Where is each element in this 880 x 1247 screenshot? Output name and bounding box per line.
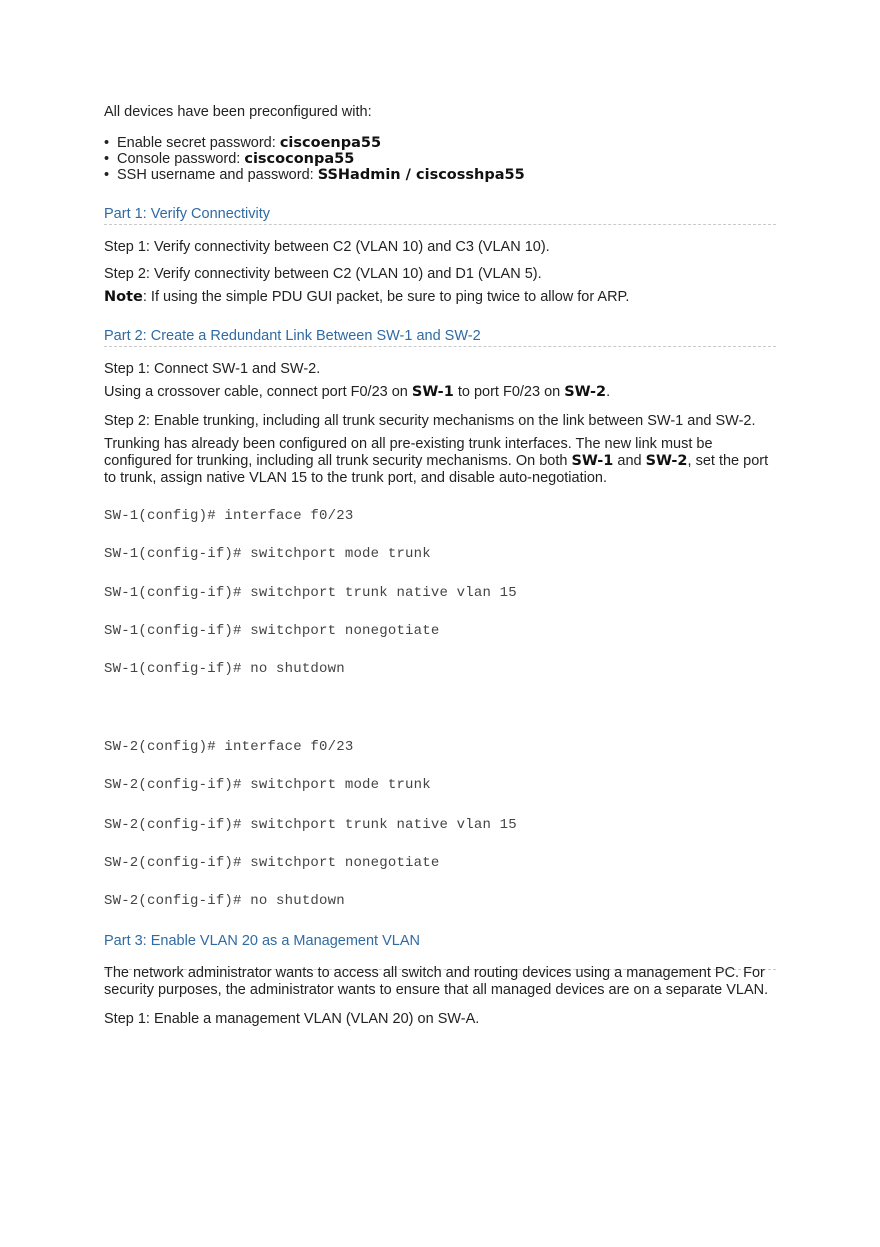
part1-step1: Step 1: Verify connectivity between C2 (VLAN 10) and C3 (VLAN 10). [104, 239, 550, 255]
section-divider [104, 346, 776, 347]
code-line: SW-2(config)# interface f0/23 [104, 739, 354, 755]
code-line: SW-2(config-if)# no shutdown [104, 893, 345, 909]
part2-trunk-paragraph: Trunking has already been configured on all pre-existing trunk interfaces. The new link must be configured for trunking, including all trunk security mechanisms. On both SW-1 and SW-2, set the port to trunk, assign native VLAN 15 to the trunk port, and disable auto-negotiation. [104, 436, 769, 486]
part1-note: Note: If using the simple PDU GUI packet, be sure to ping twice to allow for ARP. [104, 289, 630, 305]
part1-heading: Part 1: Verify Connectivity [104, 206, 271, 222]
code-line: SW-1(config-if)# no shutdown [104, 661, 345, 677]
code-line: SW-2(config-if)# switchport trunk native vlan 15 [104, 817, 517, 833]
code-line: SW-2(config-if)# switchport mode trunk [104, 777, 431, 793]
code-line: SW-1(config-if)# switchport nonegotiate [104, 623, 440, 639]
code-line: SW-1(config)# interface f0/23 [104, 508, 354, 524]
part2-cable-instructions: Using a crossover cable, connect port F0/23 on SW-1 to port F0/23 on SW-2. [104, 384, 611, 400]
code-line: SW-1(config-if)# switchport trunk native vlan 15 [104, 585, 517, 601]
bullet-icon: • [104, 167, 110, 183]
part3-step1: Step 1: Enable a management VLAN (VLAN 20) on SW-A. [104, 1011, 480, 1027]
intro-text: All devices have been preconfigured with: [104, 104, 372, 120]
preconfig-item-enable: • Enable secret password: ciscoenpa55 [104, 135, 382, 151]
preconfig-item-console: • Console password: ciscoconpa55 [104, 151, 355, 167]
part2-step1: Step 1: Connect SW-1 and SW-2. [104, 361, 321, 377]
part2-step2: Step 2: Enable trunking, including all trunk security mechanisms on the link between SW-1 and SW-2. [104, 413, 756, 429]
code-line: SW-2(config-if)# switchport nonegotiate [104, 855, 440, 871]
part2-heading: Part 2: Create a Redundant Link Between SW-1 and SW-2 [104, 328, 481, 344]
bullet-icon: • [104, 151, 110, 167]
code-line: SW-1(config-if)# switchport mode trunk [104, 546, 431, 562]
section-divider [104, 224, 776, 225]
bullet-icon: • [104, 135, 110, 151]
part3-heading: Part 3: Enable VLAN 20 as a Management VLAN [104, 933, 420, 949]
preconfig-item-ssh: • SSH username and password: SSHadmin / ciscosshpa55 [104, 167, 525, 183]
part3-paragraph: The network administrator wants to access all switch and routing devices using a management PC. For security purposes, the administrator wants to ensure that all managed devices are on a separate VLAN. [104, 965, 769, 998]
part1-step2: Step 2: Verify connectivity between C2 (VLAN 10) and D1 (VLAN 5). [104, 266, 542, 282]
